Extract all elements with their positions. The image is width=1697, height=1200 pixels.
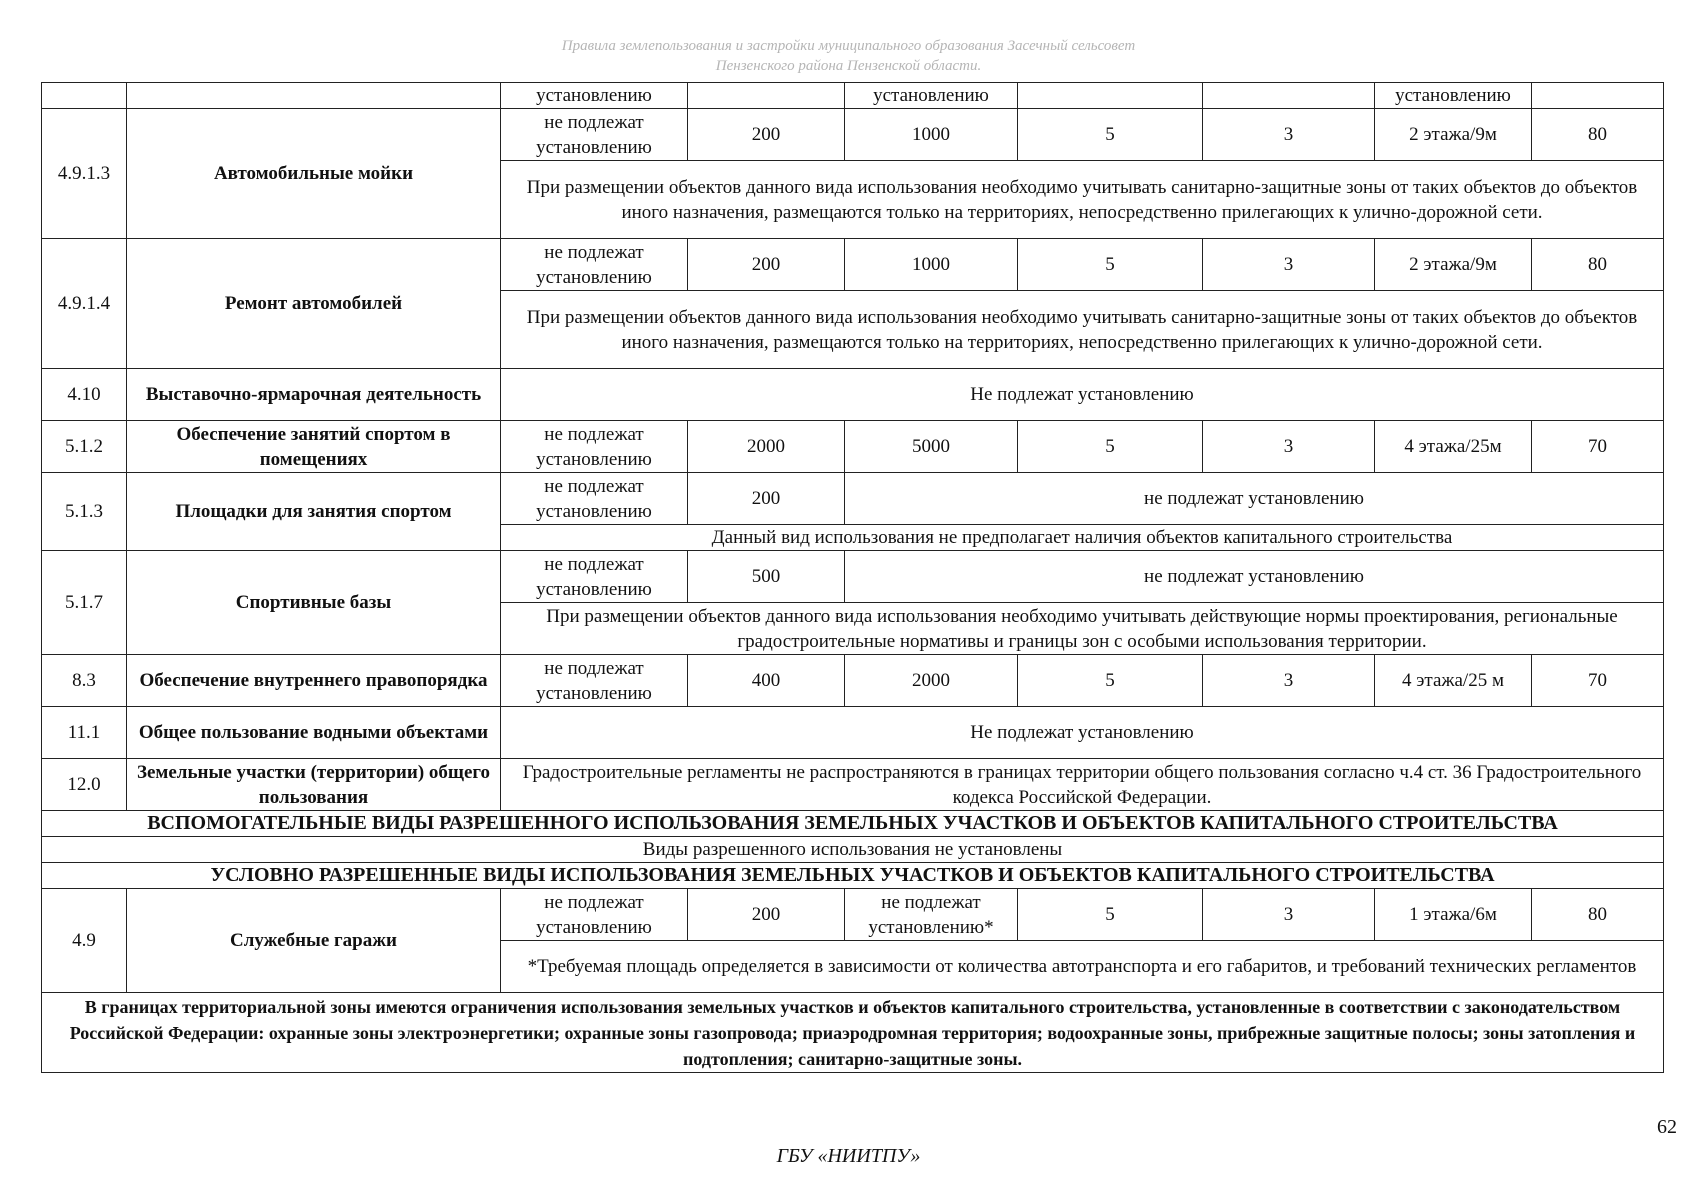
- cell-value: 5: [1018, 655, 1203, 707]
- cell-value: не подлежат установлению: [501, 239, 688, 291]
- cell-value: не подлежат установлению: [501, 109, 688, 161]
- section-header-row: [42, 863, 1664, 889]
- cell-value: не подлежат установлению: [501, 421, 688, 473]
- table-row: [42, 551, 1664, 603]
- cell-value: не подлежат установлению: [501, 655, 688, 707]
- row-note: Данный вид использования не предполагает наличия объектов капитального строительства: [501, 525, 1664, 551]
- row-merged-value: не подлежат установлению: [845, 473, 1664, 525]
- row-name: Спортивные базы: [127, 551, 501, 655]
- row-name: Выставочно-ярмарочная деятельность: [127, 369, 501, 421]
- table-row: [42, 889, 1664, 941]
- table-row: [42, 473, 1664, 525]
- cell-value: 2 этажа/9м: [1375, 109, 1532, 161]
- cell-value: 1 этажа/6м: [1375, 889, 1532, 941]
- cell-value: 4 этажа/25 м: [1375, 655, 1532, 707]
- row-name: Общее пользование водными объектами: [127, 707, 501, 759]
- cell-value: 2 этажа/9м: [1375, 239, 1532, 291]
- cell-value: 80: [1532, 239, 1664, 291]
- cell-value: 70: [1532, 655, 1664, 707]
- cell-value: не подлежат установлению: [501, 473, 688, 525]
- cell-value: 3: [1203, 421, 1375, 473]
- row-name: Обеспечение занятий спортом в помещениях: [127, 421, 501, 473]
- cell-value: 5: [1018, 889, 1203, 941]
- row-note: При размещении объектов данного вида использования необходимо учитывать санитарно-защитные зоны от таких объектов до объектов иного назначения, размещаются только на территориях, непосредственно прилегающих к улично-дорожной сети.: [501, 291, 1664, 369]
- cell-value: 3: [1203, 889, 1375, 941]
- cell-value: 80: [1532, 889, 1664, 941]
- row-note: При размещении объектов данного вида использования необходимо учитывать санитарно-защитные зоны от таких объектов до объектов иного назначения, размещаются только на территориях, непосредственно прилегающих к улично-дорожной сети.: [501, 161, 1664, 239]
- cell-value: 200: [688, 473, 845, 525]
- cell-value: не подлежат установлению*: [845, 889, 1018, 941]
- table-row: [42, 421, 1664, 473]
- auxiliary-text: Виды разрешенного использования не установлены: [42, 837, 1664, 863]
- header-line-2: Пензенского района Пензенской области.: [715, 58, 982, 74]
- row-name: Автомобильные мойки: [127, 109, 501, 239]
- row-note: *Требуемая площадь определяется в зависимости от количества автотранспорта и его габаритов, и требований технических регламентов: [501, 941, 1664, 993]
- row-name: Служебные гаражи: [127, 889, 501, 993]
- page-footer: ГБУ «НИИТПУ»: [776, 1145, 921, 1167]
- cell-value: 4 этажа/25м: [1375, 421, 1532, 473]
- header-line-1: Правила землепользования и застройки муниципального образования Засечный сельсовет: [561, 38, 1136, 54]
- table-row: [42, 83, 1664, 109]
- cell-value: установлению: [501, 83, 688, 109]
- row-code: 12.0: [42, 759, 127, 811]
- row-merged-value: Не подлежат установлению: [501, 369, 1664, 421]
- table-row: [42, 655, 1664, 707]
- table-row: [42, 239, 1664, 291]
- row-code: 5.1.7: [42, 551, 127, 655]
- table-row: [42, 837, 1664, 863]
- row-name: Ремонт автомобилей: [127, 239, 501, 369]
- section-title-auxiliary: ВСПОМОГАТЕЛЬНЫЕ ВИДЫ РАЗРЕШЕННОГО ИСПОЛЬЗОВАНИЯ ЗЕМЕЛЬНЫХ УЧАСТКОВ И ОБЪЕКТОВ КАПИТАЛЬНОГО СТРОИТЕЛЬСТВА: [42, 811, 1664, 837]
- row-code: 4.9: [42, 889, 127, 993]
- cell-value: 3: [1203, 655, 1375, 707]
- cell-value: 1000: [845, 109, 1018, 161]
- table-row: [42, 707, 1664, 759]
- cell-value: 5: [1018, 239, 1203, 291]
- cell-value: установлению: [1375, 83, 1532, 109]
- row-note: При размещении объектов данного вида использования необходимо учитывать действующие нормы проектирования, региональные градостроительные нормативы и границы зон с особыми использования территории.: [501, 603, 1664, 655]
- row-merged-value: Не подлежат установлению: [501, 707, 1664, 759]
- cell-value: 3: [1203, 239, 1375, 291]
- cell-value: 400: [688, 655, 845, 707]
- row-code: 4.10: [42, 369, 127, 421]
- cell-value: 5: [1018, 109, 1203, 161]
- cell-value: 1000: [845, 239, 1018, 291]
- cell-value: 200: [688, 889, 845, 941]
- row-name: Обеспечение внутреннего правопорядка: [127, 655, 501, 707]
- row-code: 8.3: [42, 655, 127, 707]
- cell-value: 80: [1532, 109, 1664, 161]
- restrictions-note: В границах территориальной зоны имеются ограничения использования земельных участков и объектов капитального строительства, установленные в соответствии с законодательством Российской Федерации: охранные зоны электроэнергетики; охранные зоны газопровода; приаэродромная территория; водоохранные зоны, прибрежные защитные полосы; зоны затопления и подтопления; санитарно-защитные зоны.: [42, 993, 1664, 1073]
- cell-value: не подлежат установлению: [501, 551, 688, 603]
- cell-value: 3: [1203, 109, 1375, 161]
- row-code: 4.9.1.4: [42, 239, 127, 369]
- row-code: 5.1.2: [42, 421, 127, 473]
- row-name: Земельные участки (территории) общего пользования: [127, 759, 501, 811]
- cell-value: 2000: [845, 655, 1018, 707]
- restrictions-row: [42, 993, 1664, 1073]
- cell-value: 5000: [845, 421, 1018, 473]
- row-code: 4.9.1.3: [42, 109, 127, 239]
- cell-value: 200: [688, 239, 845, 291]
- cell-value: 500: [688, 551, 845, 603]
- cell-value: 2000: [688, 421, 845, 473]
- cell-value: установлению: [845, 83, 1018, 109]
- row-code: 5.1.3: [42, 473, 127, 551]
- row-name: Площадки для занятия спортом: [127, 473, 501, 551]
- table-row: [42, 109, 1664, 161]
- running-header: [0, 36, 1697, 76]
- page-number: 62: [1657, 1116, 1677, 1138]
- cell-value: 200: [688, 109, 845, 161]
- row-code: 11.1: [42, 707, 127, 759]
- row-merged-value: Градостроительные регламенты не распространяются в границах территории общего пользования согласно ч.4 ст. 36 Градостроительного кодекса Российской Федерации.: [501, 759, 1664, 811]
- cell-value: 5: [1018, 421, 1203, 473]
- table-row: [42, 369, 1664, 421]
- section-title-conditional: УСЛОВНО РАЗРЕШЕННЫЕ ВИДЫ ИСПОЛЬЗОВАНИЯ ЗЕМЕЛЬНЫХ УЧАСТКОВ И ОБЪЕКТОВ КАПИТАЛЬНОГО СТРОИТЕЛЬСТВА: [42, 863, 1664, 889]
- row-merged-value: не подлежат установлению: [845, 551, 1664, 603]
- cell-value: 70: [1532, 421, 1664, 473]
- table-row: [42, 759, 1664, 811]
- section-header-row: [42, 811, 1664, 837]
- cell-value: не подлежат установлению: [501, 889, 688, 941]
- regulations-table: [41, 82, 1664, 1073]
